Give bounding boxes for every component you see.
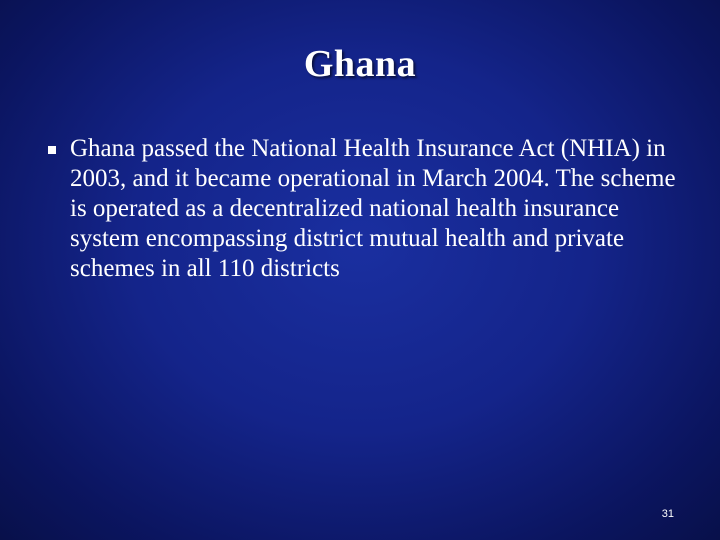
square-bullet-icon — [48, 146, 56, 154]
slide-number: 31 — [661, 508, 674, 520]
slide-title: Ghana — [303, 43, 417, 85]
bullet-list — [48, 134, 688, 284]
bullet-item — [48, 134, 688, 284]
bullet-text: Ghana passed the National Health Insurance Act (NHIA) in 2003, and it became operational in March 2004. The scheme is operated as a decentralized national health insurance system encompassing district mutual health and private schemes in all 110 districts — [70, 135, 676, 282]
